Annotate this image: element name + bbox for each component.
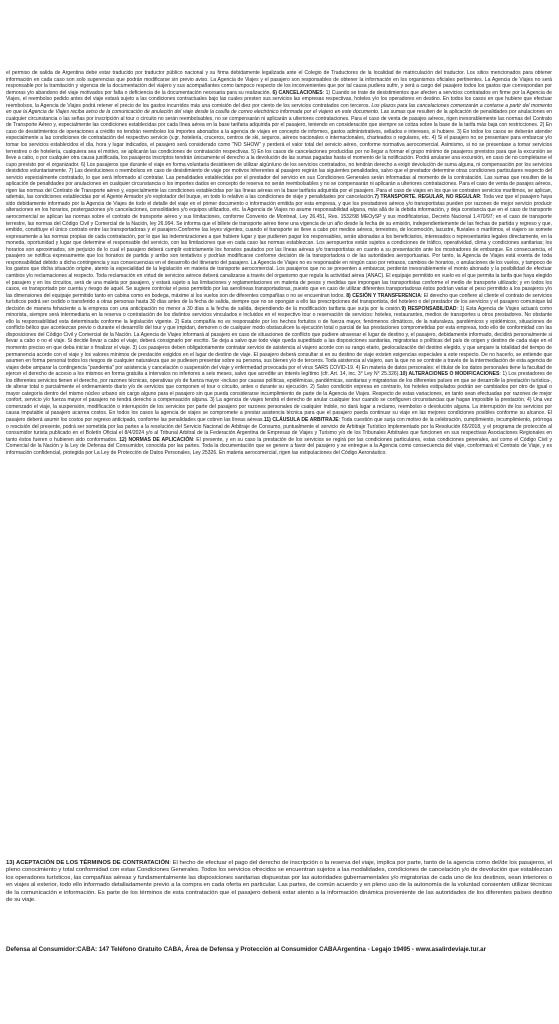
body-text: : El derecho que confiere al cliente el contrato de servicios turísticos podrá ser cedido o transferido a otras personas hasta 30 días antes de la fecha de salida, siempre que no se opongan a ello las prescripciones del transportista, del hotelero o del prestador de los servicios y el pasajero comunique tal decisión de manera fehaciente a la empresa con una anticipación no menor a 30 días a la fecha de salida, dependiendo de la modificación tarifaria que surja por la cesión.: [6, 292, 552, 312]
body-text: : Toda vez que el pasajero haya sido debidamente informado por la Agencia de Viajes de todo el detalle del viaje en el primer documento o información emitida por esta empresa, y que los prestadores aéreos y/o transportistas pueden por razones de mejor servicio producir alteraciones en los horarios, postergaciones y/o cancelaciones, consolidades y/o equipos utilizados, etc. la Agencia de Viajes no asume responsabilidad alguna, más allá de la debida información, y deja constancia que en el caso de transporte aerocomercial se aplican las normas sobre el contrato de transporte aéreo y sus limitaciones, conforme Convenio de Montreal, Ley 26.451, Res. 1532/98 MEOySP y sus modificatorias, Decreto Nacional 1.470/97; en el caso de transporte terrestre, las normas del Código Civil y Comercial de la Nación, ley 26.994. Se informa que el billete de transporte aéreo tiene una vigencia de un año desde la fecha de su emisión, independientemente de las fechas de partida y regreso y que, emitido, constituye el único contrato entre las transportadoras y el pasajero.Conforme las leyes vigentes, cuando el transporte se lleve a cabo por medios aéreos, terrestres, de locomoción, lacustre, fluviales o marítimos, el viajero se somete expresamente a las normas propias de cada contratación, por lo que las indemnizaciones a que hubiere lugar y que pudieren pagar los responsables, serán abonadas a los beneficiarios, interesados o representantes legales directamente, en la moneda, oportunidad y lugar que determine el responsable del servicio, con las limitaciones que en cada caso las normas establezcan. Los aeropuertos están sujetos a condiciones de tráfico, operatividad, clima y condiciones sanitarias; los horarios son aproximados, sin perjuicio de lo cual el pasajero deberá cumplir estrictamente los horarios pautados por las líneas aéreas y/o transportistas en cuanto a su presentación ante los mostradores de embarque. En consecuencia, el pasajero se notifica expresamente que los horarios de partida y arribo son tentativos y podrían modificarse conforme decisión de la transportadora o de las autoridades aeroportuarias. Por tanto, la Agencia de Viajes está exenta de toda responsabilidad debido a dicha contingencia y sus consecuencias en el desarrollo del itinerario del pasajero. La Agencia de Viajes no es responsable en ningún caso por retrasos, cambios de horarios, o anulaciones de los vuelos, y tampoco de los gastos que dicha situación origine, atento la especialidad de la legislación en materia de transporte aerocomercial. Los pasajeros que no se presenten a embarcar, perderán inexorablemente el monto abonado y la posibilidad de efectuar cambios y/o reclamaciones al respecto. Toda reclamación en virtud de servicios aéreos deberá canalizarse a través del organismo que regula la actividad aérea (ANAC). El equipaje permitido en vuelo es el que permita la tarifa que haya elegido el pasajero y en los circuitos, será de una maleta por pasajero, y estará sujeto a las limitaciones y reglamentaciones en materia de pesos y medidas que impongan las transportistas conforme el medio de transporte utilizado; y en todos los casos, es transportado por cuenta y riesgo de aquél. Se sugiere controlar el peso permitido por las aerolíneas transportadoras, puesto que en caso de utilizar diferentes transportadoras éstos podrían variar el peso permitido a los pasajeros y/o las dimensiones del equipaje permitido tanto en cabina como en bodega, máxime si los vuelos son de diferentes compañías o no se encuentran todos.: [6, 194, 552, 299]
conditions-body: [6, 70, 552, 456]
section-heading: 6) CANCELACIONES: [272, 89, 323, 96]
body-text: : 1) Esta Agencia de Viajes actuará como minorista, siempre será intermediaria en la reserva o contratación de los distintos servicios vinculados e incluidos en el respectivo tour o reservación de servicios: hoteles, restaurantes, medios de transportes u otros prestadores. No obstante ello la responsabilidad esta determinada conforme la legislación vigente. 2) Esta compañía no es responsable por los hechos fortuitos o de fuerza mayor, fenómenos climáticos, de la naturaleza, pandémicos y epidémicos, situaciones de conflicto bélico que acontezcan previo o durante el desarrollo del tour y que impidan, demoren o de cualquier modo obstaculicen la ejecución total o parcial de las prestaciones comprometidas por esta empresa, todo ello de conformidad con las disposiciones del Código Civil y Comercial de la Nación. La Agencia de Viajes informará al pasajero en caso de situaciones de conflicto que pudiere atravesar el lugar de destino y, el pasajero, debidamente informado, decidirá personalmente si llevar a cabo o no el viaje. Si decide llevar a cabo el viaje, deberá consignarlo por escrito. Se deja a salvo que todo viaje queda supeditado a las disposiciones sanitarias, migratorias o políticas del país de origen y destino de cada viaje en el momento preciso en que deba iniciar o finalizar el viaje. 3) Los pasajeros deben obligatoriamente contratar servicio de asistencia al viajero acorde con su rango etario, geolocalización del destino elegido, y que ampare la totalidad del tiempo de permanencia acorde con el viaje y los valores mínimos de prestación exigidos en el lugar de destino de viaje. El pasajero deberá consultar si en su destino de viaje existen exigencias especiales a este respecto. De no hacerlo, se entiende que asumen en forma personal todos los riesgos de cualquier naturaleza que se pudiesen presentar sobre su persona, sus bienes y/o de terceros. Toda asistencia al viajero, aun la que no se contrate a través de la intermediación de esta agencia de viajes debe amparar la contingencia "pandemia" por asistencia y cancelación o suspensión del viaje y enfermedad provocada por el virus SARS COVID-19. 4) En materia de datos personales: el titular de los datos personales tiene la facultad de ejercer el derecho de acceso a los mismos en forma gratuita a intervalos no inferiores a seis meses, salvo que acredite un interés legítimo (cfr. Art. 14, inc. 3° Ley N° 25.326).: [6, 305, 552, 378]
section-heading: 7) TRANSPORTE. REGULAR, NO REGULAR: [374, 194, 481, 201]
section-heading: 9) RESPONSABILIDAD: [401, 305, 457, 312]
body-text: el permiso de salida de Argentina debe estar traducido por traductor público nacional y su firma debidamente legalizada ante el Colegio de Traductores de la localidad de matriculación del traductor. Los sitios mencionados para obtener información en cada caso son solo sugerencias que podrán modificarse sin previo aviso. La Agencia de Viajes y el pasajero son responsables de obtener la información en los organismos oficiales pertinentes. La Agencia de Viajes no será responsable por la tramitación y vigencia de la documentación del viajero y sus acompañantes como tampoco respecto de los inconvenientes que por tal causa pudiera sufrir, y será a cargo del pasajero todos los gastos que correspondan por demoras y/o abandono del viaje motivados por falta o deficiencia de la documentación necesaria para su realización.: [6, 70, 552, 96]
section-heading: 8) CESIÓN Y TRANSFERENCIA: [346, 292, 421, 299]
consumer-defense-footer: Defensa al Consumidor:CABA: 147 Teléfono Gratuito CABA, Área de Defensa y Protección al Consumidor CABAArgentina - Legajo 19495 - www.asalirdeviaje.tur.ar: [6, 946, 486, 953]
body-text: : 1) Cuando se trate de desistimientos que afecten a servicios contratados en firme por la Agencia de Viajes, el reembolso pedido antes del viaje estará sujeto a las condiciones contractuales bajo las cuales presten sus servicios las empresas respectivas, hoteles y/o los operadores en destino. En todos los casos en que hubiere que efectuar reembolsos, la Agencia de Viajes podrá retener el precio de los gastos incurridos más una comisión del diez por ciento de los servicios contratados con terceros.: [6, 89, 552, 109]
italic-note: Los plazos para las cancelaciones comenzarán a contarse a partir del momento en que la Agencia de Viajes reciba aviso de la comunicación de anulación del viaje desde la casilla de correo electrónico informada por el viajero en este documento: [6, 102, 553, 116]
acceptance-terms: [6, 860, 552, 904]
document-page: [6, 70, 553, 953]
body-text: : El hecho de efectuar el pago del derecho de inscripción o la reserva del viaje, implica por parte, tanto de la agencia como del/de los pasajeros, el pleno conocimiento y total conformidad con estas Condiciones Generales. Todos los servicios ofrecidos se encuentran sujetos a las modalidades, condiciones de cancelación y/o de devolución que establezcan los operadores turísticos, las compañías aéreas y fundamentalmente las disposiciones sanitarias dispuestas por las autoridades gubernamentales y/o migratorias de cada uno de los destinos, sean interiores o en viajes al exterior, todo ello informado detalladamente previo a la compra en cada oferta en particular. Las partes, de común acuerdo y en pleno uso de la autonomía de la voluntad consienten utilizar técnicas de la comunicación e información. Es parte de los términos de esta contratación que el pasajero deberá estar atento a la información dinámica proveniente de las autoridades de los diferentes países destino de su viaje.: [6, 860, 553, 904]
body-text: : 1) Los prestadores de los diferentes servicios tienen el derecho, por razones técnicas, operativas y/o de fuerza mayor -incluso por causas políticas, epidémicas, pandémicas, sanitarias y migratorias de los diferentes países en que se desarrolle la prestación turística-, de alterar total o parcialmente el ordenamiento diario y/o de servicios que componen el tour o circuito, antes o durante su ejecución. 2) Salvo condición expresa en contrario, los hoteles estipulados podrán ser cambiados por otro de igual o mayor categoría dentro del mismo núcleo urbano sin cargo alguno para el pasajero sin que pueda considerarse incumplimiento de parte de la Agencia de Viajes. Respecto de estas variaciones, en tanto sean efectuadas por razones de mejor confort, servicio y/o fuerza mayor el pasajero no tendrá derecho a compensación alguna. 3) La agencia de viajes tendrá el derecho de anular cualquier tour cuando se configuren circunstancias que hagan imposible la prestación. 4) Una vez comenzado el viaje, la suspensión, modificación o interrupción de los servicios por parte del pasajero por razones personales de cualquier índole, no dará lugar a reclamo, reembolso o devolución alguna. La interrupción de los servicios por causa imputable al pasajero acarrea costos. En todos los casos la agencia de viajes se compromete a prestar asistencia técnica para que el pasajero pueda continuar su viaje en las mejores condiciones posibles conforme su alcance. El pasajero deberá asumir los costos por regreso anticipado, conforme las penalidades que cobren las líneas aéreas.: [6, 371, 553, 423]
section-heading: 11) CLÁUSULA DE ARBITRAJE: [263, 416, 339, 423]
body-text: . Las sumas que resulten de la aplicación de penalidades por anulaciones en cualquier circunstancia o las señas por inscripción al tour o circuito no serán reembolsables, no se compensarán ni aplicarán a ulteriores contrataciones. Para el caso de venta de pasajes aéreos, rigen inexorablemente las normas del Contrato de Transporte Aéreo y, especialmente las condiciones establecidas por cada línea aérea en la base tarifaria adquirida por el pasajero, teniendo en consideración que siempre se cotiza sobre la base de la tarifa más baja con restricciones. 2) En caso de desistimientos de operaciones a crédito no tendrán reembolso los importes abonados a la agencia de viajes en concepto de informes, gastos administrativos, sellados e intereses, si hubiere. 3) En todos los casos se deberán atender especialmente a las condiciones de contratación del respectivo servicio (v.gr. hotelería, cruceros, centros de ski, seguros, aéreos nacionales o internacionales, charteados o regulares, etc. 4) Si el pasajero no se presentare para embarcar y/o tomar los servicios establecidos el día, hora y lugar indicados, el pasajero será considerado como "NO SHOW" y perderá el valor total del servicio aéreo, conforme normativa aerocomercial. Asimismo, si no se presentase a tomar servicios terrestres o de hotelería, cualquiera sea el motivo, se aplicarán las condiciones de contratación respectivas. 5) En los casos de cancelaciones producidas por no llegar a formar el grupo mínimo de pasajeros previstos para que la excursión se lleve a cabo, o por cualquier otra causa justificada, los pasajeros inscriptos tendrán únicamente el derecho a la devolución de las sumas pagadas hasta el momento de la notificación. Podrá anularse una excursión, en caso de no completarse el cupo previsto por el organizador. 6) Los pasajeros que durante el viaje en forma voluntaria desistieren de utilizar algún/uno de los servicios contratados, no tendrán derecho a exigir devolución de suma alguna, ni compensación por los servicios desistidos voluntariamente. 7) Las devoluciones o reembolsos en caso de desistimiento de viaje por motivos inherentes al pasajero regirán las siguientes penalidades, salvo que el prestador determine otras condiciones particulares respecto del servicio especialmente contratado, lo que será informado al contratar. Las penalidades establecidas por el prestador del servicio en sus Condiciones Generales serán informadas al momento de la contratación. Las sumas que resulten de la aplicación de penalidades por anulaciones en cualquier circunstancia o los importes dados en concepto de reserva no serán reembolsables y no se compensarán ni aplicarán a ulteriores contrataciones. Para el caso de venta de pasajes aéreos, rigen las normas del Contrato de Transporte aéreo y, especialmente las condiciones establecidas por las líneas aéreas en la base tarifaria adquirida por el pasajero. Para el caso de viajes en los que se contraten servicios marítimos, se aplican, además, las condiciones establecidas por el Agente Armador y/o explotador del buque, en todo lo relativo a las condiciones de viaje y penalidades por cancelación.: [6, 109, 552, 201]
body-text: : Toda cuestión que surja con motivo de la celebración, cumplimiento, incumplimiento, prórroga o rescisión del presente, podrá ser sometida por las partes a la resolución del Servicio Nacional de Arbitraje de Consumo, puntualmente el servicio de Arbitraje Turístico implementado por la Resolución 65/2018, y el programa de protección al consumidor turista publicado en el Boletín Oficial el 8/4/2024 y/o al Tribunal Arbitral de la Federación Argentina de Empresas de Viajes y Turismo y/o de los Tribunales Arbitrales que funcionen en sus respectivas Asociaciones Regionales en tanto éstos fueren o hubieren sido conformados.: [6, 416, 552, 443]
section-heading: 10) ALTERACIONES O MODIFICACIONES: [399, 371, 500, 378]
body-text: : El presente, y en su caso la prestación de los servicios se regirá por las condiciones particulares, estas condiciones generales, así como el Código Civil y Comercial de la Nación y la Ley de Defensa del Consumidor, conocida por las partes. Toda la documentación que se genere a favor del pasajero y se entregue a la Agencia como consecuencia del viaje, conformará el Contrato de Viaje, y es información confidencial, protegida por La Ley de Protección de Datos Personales, Ley 25326. En materia aerocomercial, rigen las estipulaciones del Código Aeronáutico.: [6, 436, 552, 456]
section-heading: 12) NORMAS DE APLICACIÓN: [119, 436, 193, 443]
section-heading: 13) ACEPTACIÓN DE LOS TÉRMINOS DE CONTRATACIÓN: [6, 860, 170, 866]
